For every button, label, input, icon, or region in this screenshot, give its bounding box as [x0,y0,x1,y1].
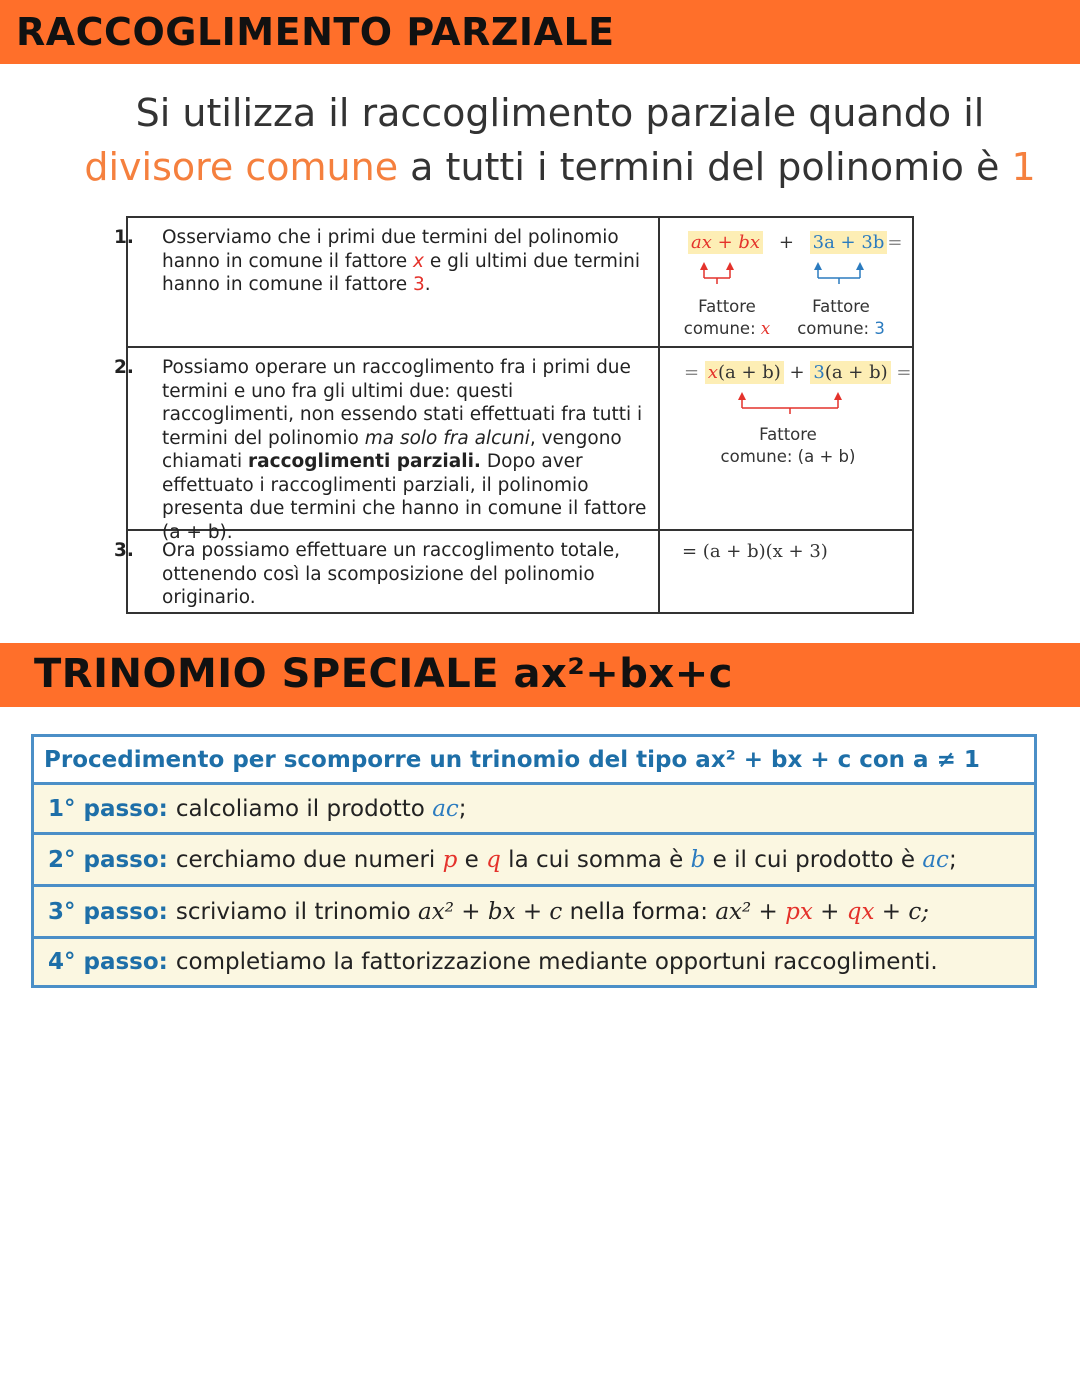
step-text: scriviamo il trinomio [175,898,419,925]
label-var: 3 [874,319,885,338]
step-var: p [442,846,458,873]
step-var: qx [846,898,875,925]
intro-text-2: a tutti i termini del polinomio è [398,145,1012,189]
procedure-table [31,734,1037,988]
intro-paragraph [60,86,1060,194]
label-line: Fattore [759,425,817,444]
expression-line [688,232,902,253]
table-row [114,531,912,612]
label-line: comune: [797,319,875,338]
table-row [114,218,912,348]
step-text: ; [948,846,957,873]
intro-text: Si utilizza il raccoglimento parziale quando il [135,91,985,135]
step-text: , vengono chiamati [162,427,622,472]
step-description [114,531,660,612]
step-var: + [812,898,847,925]
step-var: ac [432,795,459,822]
procedure-step [34,835,1034,887]
procedure-header: Procedimento per scomporre un trinomio del tipo ax² + bx + c con a ≠ 1 [34,737,1034,785]
step-number: 2. [114,357,134,378]
expr-final: = (a + b)(x + 3) [682,541,828,562]
step-text: Osserviamo che i primi due termini del polinomio hanno in comune il fattore [162,227,619,272]
var-x: x [412,250,424,272]
step-text: Dopo aver effettuato i raccoglimenti parziali, il polinomio presenta due termini che hanno in comune il fattore (a + b). [162,451,647,543]
step-label: 1° passo: [48,795,168,822]
step-text: calcoliamo il prodotto [175,795,433,822]
step-text: completiamo la fattorizzazione mediante opportuni raccoglimenti. [175,949,938,975]
step-expression [660,531,912,612]
step-text: Ora possiamo effettuare un raccoglimento totale, ottenendo così la scomposizione del polinomio originario. [162,540,621,608]
step-text: nella forma: [562,898,716,925]
step-text: . [424,274,431,295]
section-banner-raccoglimento [0,0,1080,64]
step-text: ; [458,795,467,822]
expr-plus: + [789,362,805,383]
step-text: e il cui prodotto è [705,846,923,873]
step-text: e gli ultimi due termini hanno in comune il fattore [162,250,640,295]
step-text: Possiamo operare un raccoglimento fra i primi due termini e uno fra gli ultimi due: questi raccoglimenti, non essendo stati effettuati fra tutti i termini del polinomio [162,357,643,449]
step-var: + c; [874,898,929,925]
step-text-bold: raccoglimenti parziali. [248,451,481,472]
expr-term-3a-3b: 3a + 3b [810,231,888,254]
expr-term-ax-bx: ax + bx [688,231,763,254]
step-text: la cui somma è [500,846,691,873]
step-var: ax² + [715,898,786,925]
step-text: e [457,846,487,873]
label-fattore-3 [788,296,894,340]
step-expression [660,348,912,529]
intro-highlight-one: 1 [1011,145,1036,189]
step-number: 3. [114,540,134,561]
step-text: cerchiamo due numeri [175,846,443,873]
bracket-arrows [660,388,912,428]
label-fattore-ab [700,424,876,468]
expr-plus: + [778,232,794,253]
step-expression [660,218,912,346]
step-var: b [690,846,706,873]
expr-equals: = [684,362,700,383]
step-label: 2° passo: [48,846,168,873]
step-var: px [785,898,813,925]
label-fattore-x [674,296,780,340]
label-var: x [760,319,771,338]
expr-term-x-ab: x(a + b) [705,361,784,384]
step-var: ac [922,846,949,873]
step-number: 1. [114,227,134,248]
step-label: 3° passo: [48,898,168,925]
steps-table [114,216,914,614]
expr-equals: = [887,232,903,253]
step-description [114,348,660,543]
expr-equals: = [896,362,912,383]
section-title: TRINOMIO SPECIALE ax²+bx+c [34,651,733,697]
label-line: Fattore [812,297,870,316]
label-line: Fattore [698,297,756,316]
section-banner-trinomio [0,643,1080,707]
table-row [114,348,912,543]
intro-highlight-divisore: divisore comune [84,145,399,189]
step-text-italic: ma solo fra alcuni [364,427,530,449]
expr-term-3-ab: 3(a + b) [810,361,890,384]
expression-line [684,362,911,383]
procedure-step [34,939,1034,985]
step-label: 4° passo: [48,949,168,975]
var-3: 3 [412,274,425,295]
section-title: RACCOGLIMENTO PARZIALE [16,10,615,54]
label-line: comune: [683,319,761,338]
label-line: comune: (a + b) [720,447,856,466]
step-var: q [486,846,501,873]
procedure-step [34,785,1034,835]
step-description [114,218,660,346]
procedure-step [34,887,1034,939]
step-var: ax² + bx + c [418,898,563,925]
